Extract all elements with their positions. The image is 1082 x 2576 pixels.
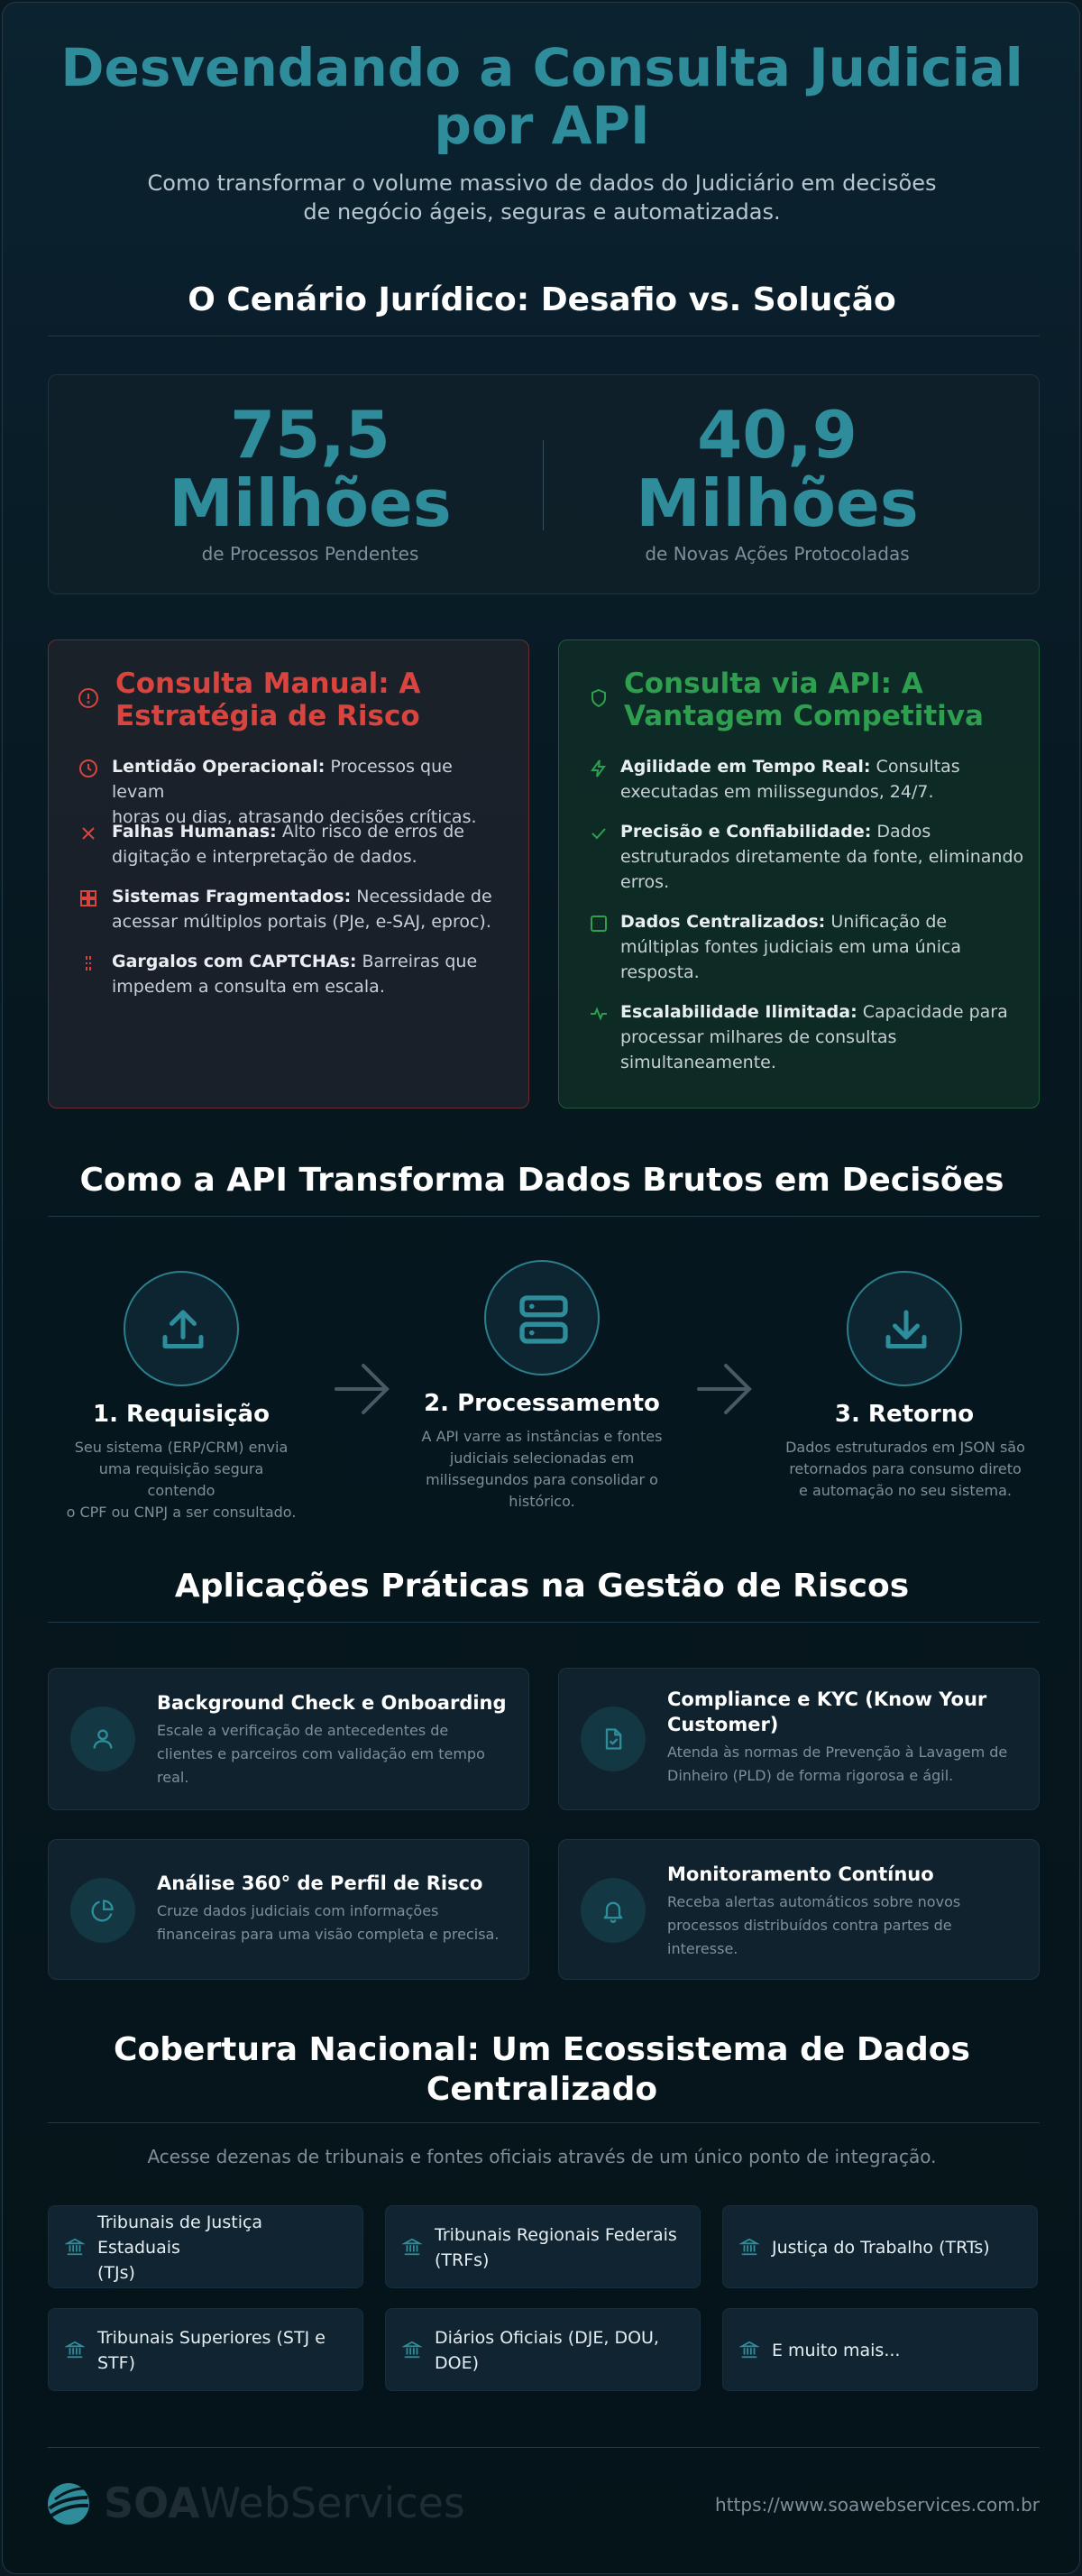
manual-panel	[48, 639, 529, 1109]
scenario-title: O Cenário Jurídico: Desafio vs. Solução	[188, 281, 896, 318]
app-icon-bg	[70, 1878, 135, 1943]
courthouse-icon	[402, 2237, 422, 2257]
x-icon	[78, 823, 99, 844]
api-item: Agilidade em Tempo Real: Consultas executadas em milissegundos, 24/7.	[620, 757, 960, 802]
manual-item: Gargalos com CAPTCHAs: Barreiras que impedem a consulta em escala.	[112, 952, 478, 997]
step-retorno-desc: Dados estruturados em JSON são retornados para consumo direto e automação no seu sistema.	[785, 1439, 1025, 1499]
app-card-title: Monitoramento Contínuo	[667, 1863, 934, 1885]
court-item: Tribunais de Justiça Estaduais (TJs)	[48, 2205, 363, 2288]
court-item: E muito mais...	[722, 2308, 1038, 2391]
page-subtitle	[138, 169, 946, 226]
courthouse-icon	[65, 2340, 85, 2360]
upload-icon	[156, 1303, 210, 1357]
stat-new-label: de Novas Ações Protocoladas	[645, 543, 910, 565]
app-card-desc: Cruze dados judiciais com informações financeiras para uma visão completa e precisa.	[157, 1902, 500, 1943]
alert-circle-icon	[78, 687, 99, 709]
step-processamento-circle	[484, 1260, 600, 1375]
app-card-title: Background Check e Onboarding	[157, 1692, 507, 1714]
process-title: Como a API Transforma Dados Brutos em Decisões	[79, 1162, 1004, 1199]
stats-card	[48, 374, 1040, 594]
user-icon	[90, 1726, 115, 1752]
server-icon	[515, 1291, 573, 1348]
subtitle-line-2: de negócio ágeis, seguras e automatizadas.	[303, 199, 781, 225]
step-retorno-circle	[847, 1271, 962, 1386]
lightning-icon	[588, 758, 610, 779]
app-card-risk-profile	[48, 1839, 529, 1980]
arrow-right-icon	[331, 1357, 394, 1421]
step-requisicao-title: 1. Requisição	[93, 1401, 270, 1428]
arrow-right-icon	[693, 1357, 756, 1421]
api-panel	[558, 639, 1040, 1109]
app-card-monitoring	[558, 1839, 1040, 1980]
bell-icon	[601, 1898, 626, 1923]
footer-url-link[interactable]: https://www.soawebservices.com.br	[715, 2494, 1040, 2516]
logo-wordmark[interactable]: SOAWebServices	[104, 2479, 465, 2527]
court-item: Justiça do Trabalho (TRTs)	[722, 2205, 1038, 2288]
step-processamento-desc: A API varre as instâncias e fontes judiciais selecionadas em milissegundos para consolidar o histórico.	[421, 1428, 663, 1510]
manual-title: Consulta Manual: A Estratégia de Risco	[115, 667, 421, 732]
courthouse-icon	[65, 2237, 85, 2257]
divider	[48, 2122, 1040, 2123]
stat-pending-value: 75,5 Milhões	[169, 397, 452, 541]
applications-title: Aplicações Práticas na Gestão de Riscos	[174, 1568, 910, 1605]
app-card-desc: Atenda às normas de Prevenção à Lavagem de Dinheiro (PLD) de forma rigorosa e ágil.	[667, 1743, 1008, 1784]
api-title: Consulta via API: A Vantagem Competitiva	[624, 667, 984, 732]
pie-chart-icon	[90, 1898, 115, 1923]
app-icon-bg	[581, 1878, 646, 1943]
api-item: Dados Centralizados: Unificação de múltiplas fontes judiciais em uma única resposta.	[620, 912, 962, 982]
divider	[48, 1216, 1040, 1217]
manual-item: Lentidão Operacional: Processos que levam horas ou dias, atrasando decisões críticas.	[112, 757, 477, 827]
page-title	[3, 39, 1080, 154]
manual-item: Falhas Humanas: Alto risco de erros de digitação e interpretação de dados.	[112, 822, 464, 867]
app-card-title: Compliance e KYC (Know Your Customer)	[667, 1688, 987, 1735]
clock-icon	[78, 758, 99, 779]
app-icon-bg	[581, 1707, 646, 1771]
app-icon-bg	[70, 1707, 135, 1771]
stat-pending-label: de Processos Pendentes	[201, 543, 419, 565]
api-item: Precisão e Confiabilidade: Dados estruturados diretamente da fonte, eliminando erros.	[620, 822, 1024, 892]
stats-divider	[543, 440, 544, 530]
square-icon	[588, 913, 610, 934]
divider	[48, 1622, 1040, 1623]
footer-divider	[48, 2447, 1040, 2448]
subtitle-line-1: Como transformar o volume massivo de dados do Judiciário em decisões	[147, 170, 937, 196]
courthouse-icon	[739, 2237, 759, 2257]
app-card-desc: Receba alertas automáticos sobre novos processos distribuídos contra partes de interesse.	[667, 1893, 961, 1957]
app-card-desc: Escale a verificação de antecedentes de clientes e parceiros com validação em tempo real.	[157, 1722, 485, 1786]
court-item: Diários Oficiais (DJE, DOU, DOE)	[385, 2308, 701, 2391]
api-item: Escalabilidade Ilimitada: Capacidade para processar milhares de consultas simultaneamente.	[620, 1002, 1008, 1072]
title-line-1: Desvendando a Consulta Judicial	[60, 37, 1023, 98]
courthouse-icon	[739, 2340, 759, 2360]
title-line-2: por API	[434, 95, 650, 156]
captcha-icon	[78, 952, 99, 974]
coverage-subtitle: Acesse dezenas de tribunais e fontes oficiais através de um único ponto de integração.	[147, 2146, 937, 2167]
document-check-icon	[601, 1726, 626, 1752]
infographic-frame	[2, 2, 1080, 2574]
manual-item: Sistemas Fragmentados: Necessidade de acessar múltiplos portais (PJe, e-SAJ, eproc).	[112, 887, 492, 932]
app-card-compliance-kyc	[558, 1668, 1040, 1810]
grid-icon	[78, 888, 99, 909]
court-item: Tribunais Superiores (STJ e STF)	[48, 2308, 363, 2391]
shield-icon	[588, 687, 610, 709]
step-requisicao-circle	[124, 1271, 239, 1386]
step-processamento-title: 2. Processamento	[424, 1390, 660, 1417]
court-item: Tribunais Regionais Federais (TRFs)	[385, 2205, 701, 2288]
courthouse-icon	[402, 2340, 422, 2360]
pulse-icon	[588, 1003, 610, 1025]
stat-new-value: 40,9 Milhões	[636, 397, 919, 541]
check-icon	[588, 823, 610, 844]
download-icon	[879, 1303, 933, 1357]
app-card-background-check	[48, 1668, 529, 1810]
logo-globe-icon	[46, 2481, 91, 2526]
step-requisicao-desc: Seu sistema (ERP/CRM) envia uma requisição segura contendo o CPF ou CNPJ a ser consultado.	[66, 1439, 297, 1521]
step-retorno-title: 3. Retorno	[834, 1401, 975, 1428]
coverage-title: Cobertura Nacional: Um Ecossistema de Dados Centralizado	[114, 2031, 970, 2108]
app-card-title: Análise 360° de Perfil de Risco	[157, 1872, 483, 1894]
